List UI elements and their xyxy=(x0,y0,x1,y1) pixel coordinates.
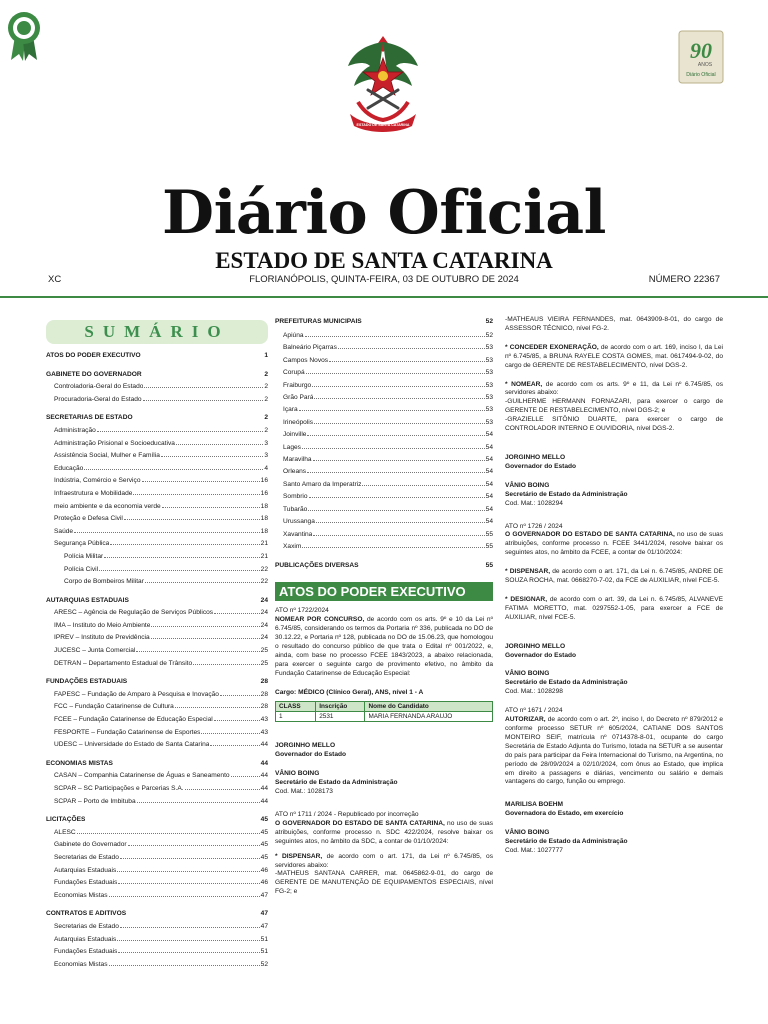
toc-item[interactable]: Polícia Civil 22 xyxy=(64,565,268,573)
toc-item[interactable]: Grão Pará 53 xyxy=(283,394,493,402)
ato-body: NOMEAR POR CONCURSO, de acordo com os arts. 9º e 10 da Lei nº 6.745/85, considerando os termos da Portaria nº 336, publicada no DO de 30.12.22, e Portaria nº 128, publicada no DO de 15.06.23, que homologou o resultado do concurso público de que trata o Edital nº 001/2022, e, ainda, com base no processo FCEE 1843/2023, a abaixo relacionada, para exercer o seguinte cargo de provimento efetivo, no âmbito da Fundação Catarinense de Educação Especial: xyxy=(275,616,493,677)
toc-item[interactable]: FCEE – Fundação Catarinense de Educação Especial 43 xyxy=(54,716,268,724)
table-of-contents xyxy=(46,350,268,971)
toc-item[interactable]: Saúde 18 xyxy=(54,527,268,535)
signature-role: Secretário de Estado da Administração xyxy=(275,779,398,787)
ato-body: -MATHEUS SANTANA CARRER, mat. 0645862-9-01, do cargo de GERENTE DE MANUTENÇÃO DE EQUIPAMENTOS ESPECIAIS, nível FG-2; e xyxy=(275,870,493,896)
badge-label: Diário Oficial xyxy=(686,72,716,78)
edition-meta-row xyxy=(0,274,768,288)
badge-small: ANOS xyxy=(697,62,713,68)
sumario-title: SUMÁRIO xyxy=(46,320,268,344)
signature-name: JORGINHO MELLO xyxy=(275,742,336,750)
section-banner-atos: ATOS DO PODER EXECUTIVO xyxy=(275,582,493,601)
toc-item[interactable]: IPREV – Instituto de Previdência 24 xyxy=(54,634,268,642)
table-header-cell: CLASS xyxy=(276,702,316,712)
signature-role: Secretário de Estado da Administração xyxy=(505,490,628,498)
toc-heading[interactable]: SECRETARIAS DE ESTADO 2 xyxy=(46,414,268,422)
signature-name: VÂNIO BOING xyxy=(275,770,320,778)
toc-item[interactable]: Tubarão 54 xyxy=(283,505,493,513)
toc-item[interactable]: Xavantina 55 xyxy=(283,530,493,538)
toc-item[interactable]: Lages 54 xyxy=(283,443,493,451)
signature-name: JORGINHO MELLO xyxy=(505,642,566,650)
toc-item[interactable]: Içara 53 xyxy=(283,406,493,414)
toc-item[interactable]: DETRAN – Departamento Estadual de Trânsito 25 xyxy=(54,659,268,667)
toc-item[interactable]: ALESC 45 xyxy=(54,828,268,836)
toc-heading[interactable]: AUTARQUIAS ESTADUAIS 24 xyxy=(46,596,268,604)
signature-name: VÂNIO BOING xyxy=(505,481,550,489)
toc-item[interactable]: Assistência Social, Mulher e Família 3 xyxy=(54,452,268,460)
header-divider xyxy=(0,296,768,298)
ato-number: ATO nº 1711 / 2024 - Republicado por incorreção xyxy=(275,811,419,818)
table-cell: 1 xyxy=(276,712,316,722)
cod-mat: Cod. Mat.: 1028173 xyxy=(275,788,333,796)
toc-item[interactable]: JUCESC – Junta Comercial 25 xyxy=(54,647,268,655)
ato-number: ATO nº 1722/2024 xyxy=(275,607,329,615)
table-cell: MARIA FERNANDA ARAUJO xyxy=(365,712,493,722)
edition-number: NÚMERO 22367 xyxy=(648,274,720,285)
toc-item[interactable]: Sombrio 54 xyxy=(283,493,493,501)
toc-item[interactable]: Corupá 53 xyxy=(283,369,493,377)
ato-body: * DISPENSAR, de acordo com o art. 171, da Lei n. 6.745/85, ANDRE DE SOUZA ROCHA, mat. 0668270-7-02, da FCE de AUXILIAR, nível FCE-5. xyxy=(505,568,723,585)
cod-mat: Cod. Mat.: 1028298 xyxy=(505,688,563,696)
toc-heading-diversas[interactable]: PUBLICAÇÕES DIVERSAS 55 xyxy=(275,562,493,570)
table-row xyxy=(276,712,493,722)
anniversary-90-badge-icon xyxy=(678,30,724,84)
toc-item[interactable]: Urussanga 54 xyxy=(283,518,493,526)
middle-column xyxy=(275,316,493,897)
table-header-cell: Nome do Candidato xyxy=(365,702,493,712)
signature-role: Governador do Estado xyxy=(505,462,577,470)
ato-body: * CONCEDER EXONERAÇÃO, de acordo com o art. 169, inciso I, da Lei nº 6.745/85, a BRUNA RAYELE COSTA GOMES, mat. 0617494-9-02, do cargo de GERENTE DE RESTABELECIMENTO, nível DGS-2. xyxy=(505,343,723,369)
toc-item[interactable]: Segurança Pública 21 xyxy=(54,540,268,548)
toc-item[interactable]: Joinville 54 xyxy=(283,431,493,439)
signature-role: Governador do Estado xyxy=(275,751,347,759)
toc-item[interactable]: Procuradoria-Geral do Estado 2 xyxy=(54,395,268,403)
toc-item[interactable]: Administração 2 xyxy=(54,426,268,434)
toc-item[interactable]: FCC – Fundação Catarinense de Cultura 28 xyxy=(54,703,268,711)
toc-heading[interactable]: LICITAÇÕES 45 xyxy=(46,816,268,824)
toc-heading[interactable]: GABINETE DO GOVERNADOR 2 xyxy=(46,370,268,378)
toc-heading[interactable]: ATOS DO PODER EXECUTIVO 1 xyxy=(46,352,268,359)
table-header-cell: Inscrição xyxy=(316,702,365,712)
toc-item[interactable]: CASAN – Companhia Catarinense de Águas e Saneamento 44 xyxy=(54,772,268,780)
toc-item[interactable]: Fraiburgo 53 xyxy=(283,381,493,389)
signature-role: Secretário de Estado da Administração xyxy=(505,838,628,846)
toc-item[interactable]: Infraestrutura e Mobilidade 16 xyxy=(54,489,268,497)
toc-item[interactable]: Fundações Estaduais 46 xyxy=(54,879,268,887)
toc-item[interactable]: Corpo de Bombeiros Militar 22 xyxy=(64,578,268,586)
ato-body: O GOVERNADOR DO ESTADO DE SANTA CATARINA, no uso de suas atribuições, conforme processo n. FCEE 3441/2024, resolve baixar os seguintes atos, no âmbito da FCEE, a contar de 01/10/2024: xyxy=(505,531,723,557)
toc-item[interactable]: Xaxim 55 xyxy=(283,542,493,550)
table-cell: 2531 xyxy=(316,712,365,722)
newspaper-subtitle: ESTADO DE SANTA CATARINA xyxy=(215,248,553,273)
toc-item[interactable]: Controladoria-Geral do Estado 2 xyxy=(54,383,268,391)
toc-item[interactable]: Secretarias de Estado 47 xyxy=(54,922,268,930)
edition-date: FLORIANÓPOLIS, QUINTA-FEIRA, 03 DE OUTUBRO DE 2024 xyxy=(249,274,519,285)
toc-heading[interactable]: ECONOMIAS MISTAS 44 xyxy=(46,759,268,767)
cargo-line: Cargo: MÉDICO (Clínico Geral), ANS, nível 1 - A xyxy=(275,688,424,696)
candidate-table xyxy=(275,701,493,722)
toc-item[interactable]: Autarquias Estaduais 46 xyxy=(54,866,268,874)
toc-item[interactable]: Educação 4 xyxy=(54,464,268,472)
signature-role: Governadora do Estado, em exercício xyxy=(505,810,624,818)
coat-of-arms-icon xyxy=(340,32,426,136)
newspaper-title: Diário Oficial xyxy=(162,178,606,248)
ato-body: -GRAZIELLE SITÔNIO DUARTE, para exercer o cargo de CONTROLADOR INTERNO E OUVIDORIA, nível DGS-2. xyxy=(505,416,723,433)
toc-heading[interactable]: CONTRATOS E ADITIVOS 47 xyxy=(46,910,268,918)
toc-item[interactable]: Economias Mistas 52 xyxy=(54,960,268,968)
toc-heading-prefeituras[interactable]: PREFEITURAS MUNICIPAIS 52 xyxy=(275,318,493,325)
toc-item[interactable]: Economias Mistas 47 xyxy=(54,891,268,899)
signature-name: VÂNIO BOING xyxy=(505,829,550,837)
toc-item[interactable]: Administração Prisional e Socioeducativa 3 xyxy=(54,439,268,447)
toc-item[interactable]: ARESC – Agência de Regulação de Serviços Públicos 24 xyxy=(54,609,268,617)
ato-body: * DESIGNAR, de acordo com o art. 39, da Lei n. 6.745/85, ALVANEVE FATIMA MORETTO, mat. 0297552-1-05, para exercer a FCE de AUXILIAR, nível FCE-5. xyxy=(505,595,723,621)
toc-item[interactable]: Secretarias de Estado 45 xyxy=(54,853,268,861)
award-seal-icon xyxy=(6,10,42,62)
toc-item[interactable]: Fundações Estaduais 51 xyxy=(54,948,268,956)
toc-item[interactable]: FESPORTE – Fundação Catarinense de Esportes 43 xyxy=(54,728,268,736)
signature-name: MARILISA BOEHM xyxy=(505,801,563,809)
toc-item[interactable]: Campos Novos 53 xyxy=(283,356,493,364)
ato-body: AUTORIZAR, de acordo com o art. 2º, inciso I, do Decreto nº 879/2012 e conforme processo SETUR nº 605/2024, CATIANE DOS SANTOS MONTEIRO SEIF, matrícula nº 0714378-8-01, ocupante do cargo Secretária de Estado Adjunta do Turismo, lotada na SETUR a se ausentar do país para participar da Feira Internacional do Turismo, na Argentina, no período de 28/09/2024 a 02/10/2024, com ônus ao Estado, que implica em direito a passagens e diárias, vencimento ou salário e demais vantagens do cargo, função ou emprego. xyxy=(505,716,723,786)
coat-motto: ESTADO DE SANTA CATARINA xyxy=(356,123,410,127)
toc-item[interactable]: Indústria, Comércio e Serviço 16 xyxy=(54,477,268,485)
ato-number: ATO nº 1726 / 2024 xyxy=(505,522,563,530)
ato-body: * DISPENSAR, de acordo com o art. 171, da Lei nº 6.745/85, os servidores abaixo: xyxy=(275,852,493,869)
toc-item[interactable]: Balneário Piçarras 53 xyxy=(283,344,493,352)
ato-body: * NOMEAR, de acordo com os arts. 9º e 11, da Lei nº 6.745/85, os servidores abaixo: xyxy=(505,380,723,397)
prefeituras-list xyxy=(275,330,493,553)
signature-name: JORGINHO MELLO xyxy=(505,453,566,461)
signature-name: VÂNIO BOING xyxy=(505,670,550,678)
toc-item[interactable]: Maravilha 54 xyxy=(283,456,493,464)
toc-item[interactable]: Gabinete do Governador 45 xyxy=(54,841,268,849)
toc-item[interactable]: Polícia Militar 21 xyxy=(64,552,268,560)
toc-item[interactable]: Proteção e Defesa Civil 18 xyxy=(54,515,268,523)
toc-item[interactable]: Santo Amaro da Imperatriz 54 xyxy=(283,480,493,488)
ato-number: ATO nº 1671 / 2024 xyxy=(505,707,563,715)
toc-item[interactable]: Autarquias Estaduais 51 xyxy=(54,935,268,943)
toc-item[interactable]: meio ambiente e da economia verde 18 xyxy=(54,502,268,510)
signature-role: Governador do Estado xyxy=(505,651,577,659)
toc-item[interactable]: IMA – Instituto do Meio Ambiente 24 xyxy=(54,621,268,629)
toc-item[interactable]: Apiúna 52 xyxy=(283,332,493,339)
ato-body: -MATHEAUS VIEIRA FERNANDES, mat. 0643909-8-01, do cargo de ASSESSOR TÉCNICO, nível FG-2. xyxy=(505,316,723,332)
sumario-column xyxy=(46,320,268,971)
toc-heading[interactable]: FUNDAÇÕES ESTADUAIS 28 xyxy=(46,678,268,686)
toc-item[interactable]: SCPAR – Porto de Imbituba 44 xyxy=(54,797,268,805)
toc-item[interactable]: Orleans 54 xyxy=(283,468,493,476)
cod-mat: Cod. Mat.: 1027777 xyxy=(505,846,563,854)
ato-body: -GUILHERME HERMANN FORNAZARI, para exercer o cargo de GERENTE DE RESTABELECIMENTO, nível DGS-2; e xyxy=(505,398,723,415)
signature-role: Secretário de Estado da Administração xyxy=(505,679,628,687)
toc-item[interactable]: SCPAR – SC Participações e Parcerias S.A. 44 xyxy=(54,785,268,792)
edition-code: XC xyxy=(48,274,62,285)
right-column xyxy=(505,316,723,856)
cod-mat: Cod. Mat.: 1028294 xyxy=(505,499,563,507)
ato-body: O GOVERNADOR DO ESTADO DE SANTA CATARINA, no uso de suas atribuições, conforme processo n. SDC 422/2024, resolve baixar os seguintes atos, no âmbito da SDC, a contar de 01/10/2024: xyxy=(275,819,493,845)
toc-item[interactable]: FAPESC – Fundação de Amparo à Pesquisa e Inovação 28 xyxy=(54,690,268,698)
badge-number: 90 xyxy=(690,38,712,63)
toc-item[interactable]: UDESC – Universidade do Estado de Santa Catarina 44 xyxy=(54,741,268,749)
toc-item[interactable]: Irineópolis 53 xyxy=(283,418,493,426)
